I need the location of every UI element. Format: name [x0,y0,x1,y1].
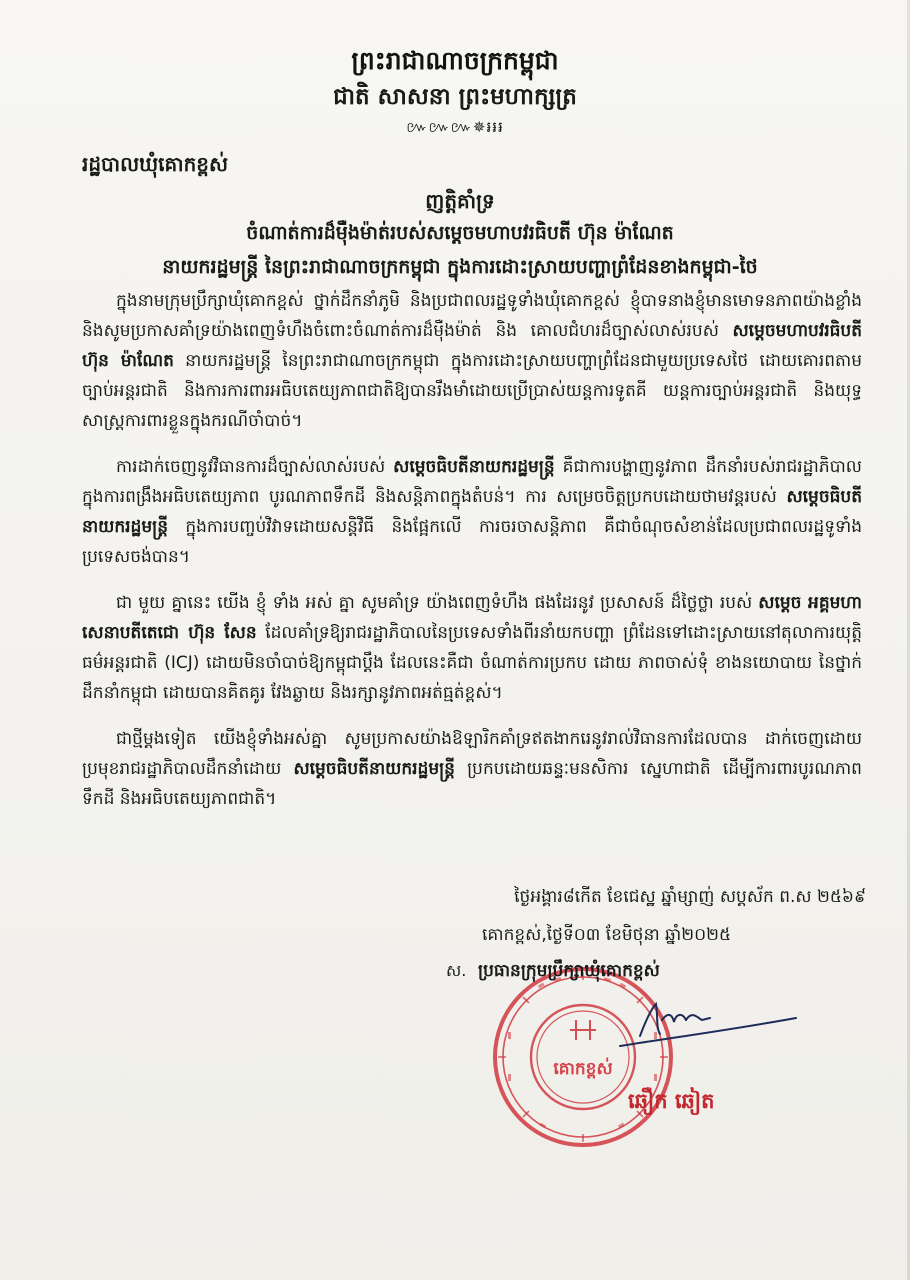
paragraph-2 [82,452,862,572]
p4-text-a: ជាថ្មីម្តងទៀត យើងខ្ញុំទាំងអស់គ្នា សូមប្រកាសយ៉ាងឱឡារិកគាំទ្រឥតងាករេនូវរាល់វិធានការដែលបាន ដាក់ចេញដោយប្រមុខរាជរដ្ឋាភិបាលដឹកនាំដោយ [82,729,862,779]
p3-text-b: ដែលគាំទ្រឱ្យរាជរដ្ឋាភិបាលនៃប្រទេសទាំងពីរនាំយកបញ្ហា ព្រំដែនទៅដោះស្រាយនៅតុលាការយុត្តិធម៌អន្តរជាតិ (ICJ) ដោយមិនចាំបាច់ឱ្យកម្ពុជាប្តឹង ដែលនេះគឺជា ចំណាត់ការប្រកប ដោយ ភាពចាស់ទុំ ខាងនយោបាយ នៃថ្នាក់ដឹកនាំកម្ពុជា ដោយបានគិតគូរ វែងឆ្ងាយ និងរក្សានូវភាពអត់ធ្មត់ខ្ពស់។ [82,623,862,703]
subject-line-1: ចំណាត់ការដ៏ម៉ឺងម៉ាត់របស់សម្តេចមហាបវរធិបតី ហ៊ុន ម៉ាណែត [246,222,674,244]
handwritten-signature-icon [600,990,800,1050]
p2-text-c: ក្នុងការបញ្ចប់វិវាទដោយសន្តិវិធី និងផ្អែកលើ ការចរចាសន្តិភាព គឺជាចំណុចសំខាន់ដែលប្រជាពលរដ្ឋទូទាំងប្រទេសចង់បាន។ [82,517,862,567]
p1-text-a: ក្នុងនាមក្រុមប្រឹក្សាឃុំគោកខ្ពស់ ថ្នាក់ដឹកនាំភូមិ និងប្រជាពលរដ្ឋទូទាំងឃុំគោកខ្ពស់ ខ្ញុំបាទនាងខ្ញុំមានមោទនភាពយ៉ាងខ្លាំង និងសូមប្រកាសគាំទ្រយ៉ាងពេញទំហឹងចំពោះចំណាត់ការដ៏ម៉ឺងម៉ាត់ និង គោលជំហរដ៏ច្បាស់លាស់របស់ [82,291,862,341]
sender-administration: រដ្ឋបាលឃុំគោកខ្ពស់ [82,152,228,176]
p2-text-b: គឺជាការបង្ហាញនូវភាព ដឹកនាំរបស់រាជរដ្ឋាភិបាល ក្នុងការពង្រឹងអធិបតេយ្យភាព បូរណភាពទឹកដី និងសន្តិភាពក្នុងតំបន់។ ការ សម្រេចចិត្តប្រកបដោយថាមវន្តរបស់ [82,457,862,507]
lunar-date: ថ្ងៃអង្គារ៨កើត ខែជេស្ឋ ឆ្នាំម្សាញ់ សប្តស័ក ព.ស ២៥៦៩ [514,887,866,907]
paragraph-4 [82,724,862,814]
p3-bold-name: សម្តេច អគ្គមហាសេនាបតីតេជោ ហ៊ុន សែន [82,593,862,643]
subject-line-2: នាយករដ្ឋមន្ត្រី នៃព្រះរាជាណាចក្រកម្ពុជា ក្នុងការដោះស្រាយបញ្ហាព្រំដែនខាងកម្ពុជា-ថៃ [162,256,758,278]
p1-bold-name: សម្តេចមហាបវរធិបតី ហ៊ុន ម៉ាណែត [82,321,862,371]
signer-title: ប្រធានក្រុមប្រឹក្សាឃុំគោកខ្ពស់ [478,961,660,981]
national-motto: ជាតិ សាសនា ព្រះមហាក្សត្រ [333,84,577,110]
p1-text-b: នាយករដ្ឋមន្ត្រី នៃព្រះរាជាណាចក្រកម្ពុជា ក្នុងការដោះស្រាយបញ្ហាព្រំដែនជាមួយប្រទេសថៃ ដោយគោរពតាមច្បាប់អន្តរជាតិ និងការការពារអធិបតេយ្យភាពជាតិឱ្យបានរឹងមាំដោយប្រើប្រាស់យន្តការទូតគី យន្តការច្បាប់អន្តរជាតិ និងយុទ្ធសាស្ត្រការពារខ្លួនក្នុងករណីចាំបាច់។ [82,351,862,431]
date-block [420,882,866,950]
signed-for-mark: ស. [446,961,467,980]
civil-date: គោកខ្ពស់,ថ្ងៃទី០៣ ខែមិថុនា ឆ្នាំ២០២៥ [482,925,732,945]
p4-bold-name: សម្តេចធិបតីនាយករដ្ឋមន្ត្រី [293,759,455,779]
seal-center-text: គោកខ្ពស់ [553,1059,613,1079]
p4-text-b: ប្រកបដោយឆន្ទៈមនសិការ ស្នេហាជាតិ ដើម្បីការពារបូរណភាពទឹកដី និងអធិបតេយ្យភាពជាតិ។ [82,759,862,809]
document-type: ញត្តិគាំទ្រ [425,189,495,213]
p2-text-a: ការដាក់ចេញនូវវិធានការដ៏ច្បាស់លាស់របស់ [116,457,394,477]
kingdom-title: ព្រះរាជាណាចក្រកម្ពុជា [351,46,559,75]
p2-bold-name-1: សម្តេចធិបតីនាយករដ្ឋមន្ត្រី [393,457,555,477]
letter-title-block [60,186,860,284]
header-ornament: ៚៚៚✵៛៛៛ [406,118,504,136]
signer-name: ឆឿក ឆៀត [628,1089,715,1113]
paragraph-3 [82,588,862,708]
p3-text-a: ជា មួយ គ្នានេះ យើង ខ្ញុំ ទាំង អស់ គ្នា សូមគាំទ្រ យ៉ាងពេញទំហឹង ផងដែរនូវ ប្រសាសន៍ ដ៏ថ្លៃថ្លា របស់ [116,593,759,613]
letter-header [0,44,910,138]
letter-body [82,286,862,830]
p2-bold-name-2: សម្តេចធិបតីនាយករដ្ឋមន្ត្រី [82,487,862,537]
paragraph-1 [82,286,862,436]
